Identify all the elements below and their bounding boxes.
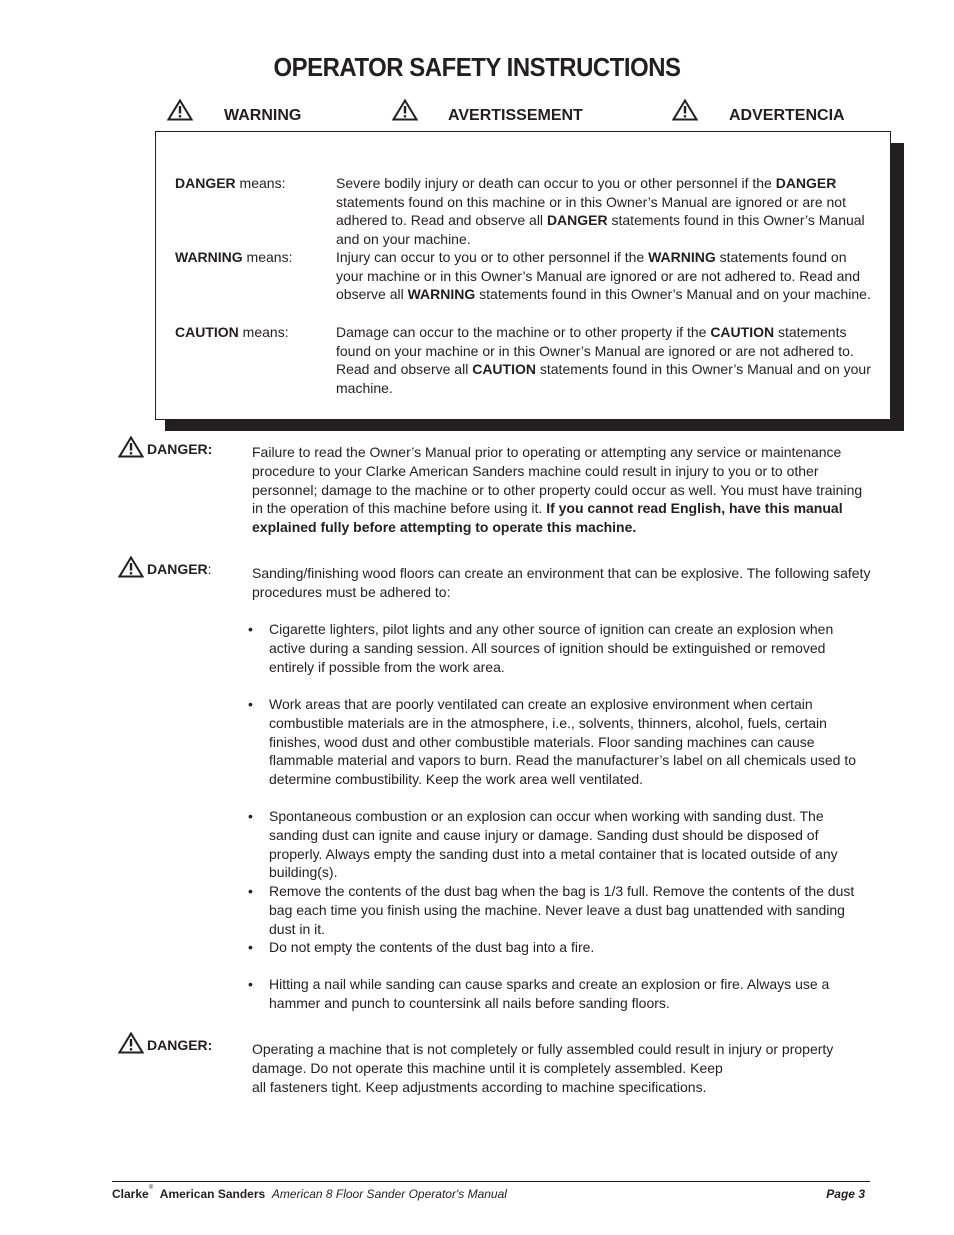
warning-triangle-icon [118, 556, 144, 578]
bullet-marker: • [248, 621, 253, 637]
bullet-marker: • [248, 976, 253, 992]
footer-company: American Sanders [159, 1187, 266, 1201]
definition-term-danger: DANGER means: [175, 175, 286, 191]
list-item: Work areas that are poorly ventilated can create an explosive environment when certain combustible materials are in the atmosphere, i.e., solvents, thinners, alcohol, fuels, certain finishes, wood dust and other combustible materials. Floor sanding machines can cause flammable material and vapors to burn. Read the manufacturer’s label on all chemicals used to determine combustibility. Keep the work area well ventilated. [269, 696, 857, 788]
danger-text-explosive: Sanding/finishing wood floors can create an environment that can be explosive. The following safety procedures must be adhered to: [252, 565, 871, 600]
warning-triangle-icon [167, 99, 193, 121]
footer-brand: Clarke [112, 1187, 149, 1201]
header-avertissement: AVERTISSEMENT [448, 107, 583, 124]
footer-divider [112, 1181, 870, 1182]
page-number: Page 3 [826, 1187, 865, 1201]
bullet-marker: • [248, 939, 253, 955]
page-title: OPERATOR SAFETY INSTRUCTIONS [273, 52, 681, 82]
bullet-marker: • [248, 808, 253, 824]
definition-term-warning: WARNING means: [175, 249, 293, 265]
footer-manual-title: American 8 Floor Sander Operator's Manual [271, 1187, 507, 1201]
list-item: Remove the contents of the dust bag when the bag is 1/3 full. Remove the contents of the dust bag each time you finish using the machine. Never leave a dust bag unattended with sanding dust in it. [269, 883, 855, 937]
danger-text-manual: Failure to read the Owner’s Manual prior to operating or attempting any service or maintenance procedure to your Clarke American Sanders machine could result in injury to you or to other personnel; damage to the machine or to other property could occur as well. You must have training in the operation of this machine before using it. If you cannot read English, have this manual explained fully before attempting to operate this machine. [252, 444, 863, 536]
bullet-marker: • [248, 883, 253, 899]
header-warning: WARNING [224, 107, 302, 124]
definition-text-warning: Injury can occur to you or to other personnel if the WARNING statements found on your machine or in this Owner’s Manual are ignored or are not adhered to. Read and observe all WARNING statements found in this Owner’s Manual and on your machine. [336, 249, 871, 302]
definition-text-caution: Damage can occur to the machine or to other property if the CAUTION statements found on your machine or in this Owner’s Manual are ignored or are not adhered to. Read and observe all CAUTION statements found in this Owner’s Manual and on your machine. [336, 324, 871, 396]
definition-text-danger: Severe bodily injury or death can occur to you or other personnel if the DANGER statements found on this machine or in this Owner’s Manual are ignored or are not adhered to. Read and observe all DANGER statements found in this Owner’s Manual and on your machine. [336, 175, 865, 247]
list-item: Cigarette lighters, pilot lights and any other source of ignition can create an explosion when active during a sanding session. All sources of ignition should be extinguished or removed entirely if possible from the work area. [269, 621, 834, 675]
warning-triangle-icon [118, 1032, 144, 1054]
registered-mark: ® [148, 1185, 154, 1191]
warning-triangle-icon [118, 436, 144, 458]
list-item: Hitting a nail while sanding can cause sparks and create an explosion or fire. Always use a hammer and punch to countersink all nails before sanding floors. [269, 976, 830, 1011]
danger-text-assembly: Operating a machine that is not completely or fully assembled could result in injury or property damage. Do not operate this machine until it is completely assembled. Keep all fasteners tight. Keep adjustments according to machine specifications. [252, 1041, 834, 1095]
definition-term-caution: CAUTION means: [175, 324, 289, 340]
list-item: Spontaneous combustion or an explosion can occur when working with sanding dust. The sanding dust can ignite and cause injury or damage. Sanding dust should be disposed of properly. Always empty the sanding dust into a metal container that is located outside of any building(s). [269, 808, 838, 881]
warning-triangle-icon [672, 99, 698, 121]
bullet-marker: • [248, 696, 253, 712]
warning-triangle-icon [392, 99, 418, 121]
list-item: Do not empty the contents of the dust bag into a fire. [269, 939, 595, 955]
header-advertencia: ADVERTENCIA [729, 107, 845, 124]
